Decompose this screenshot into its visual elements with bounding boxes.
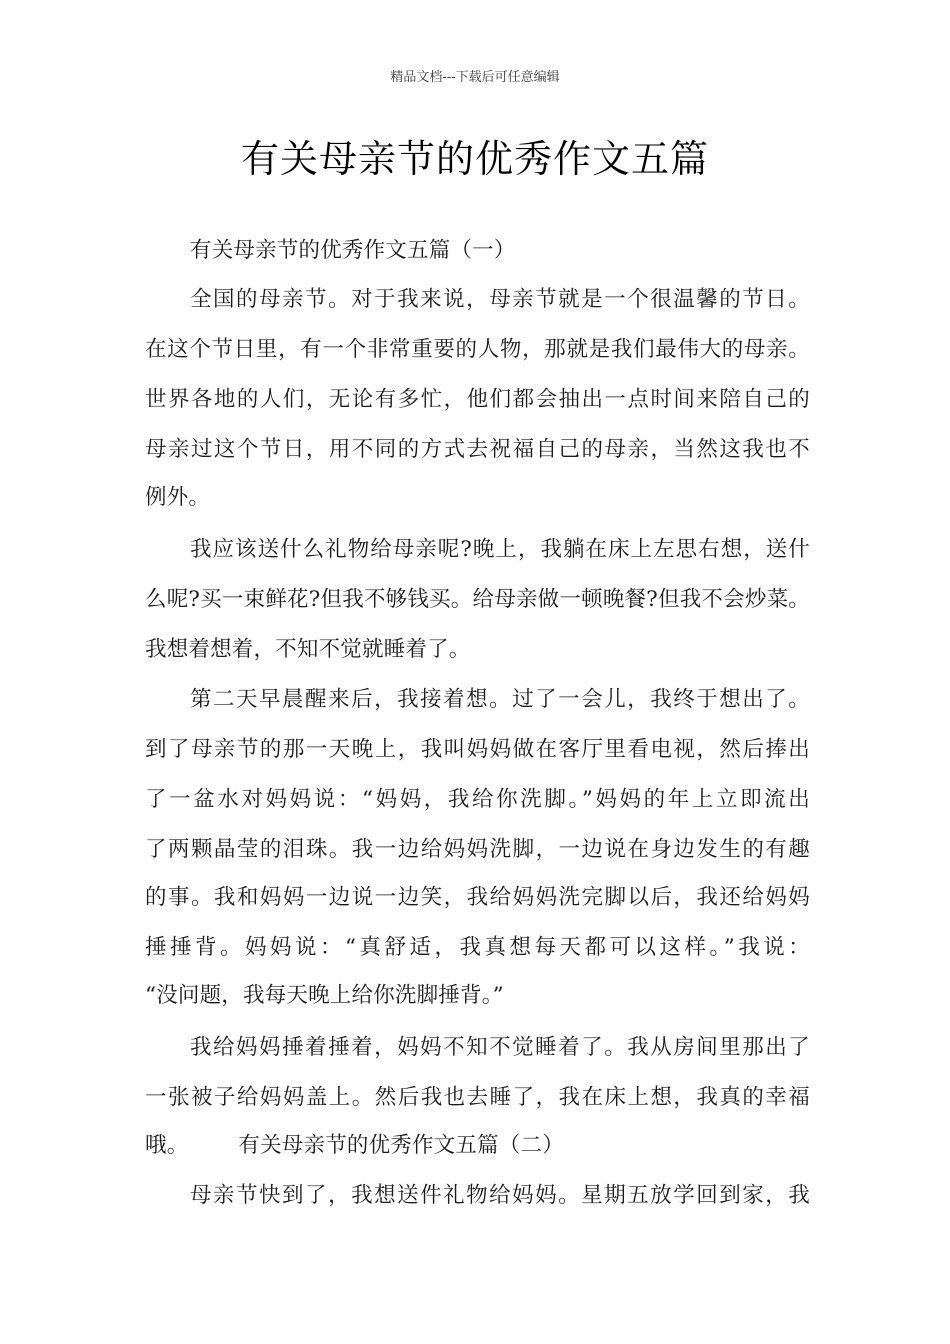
paragraph-line: 一张被子给妈妈盖上。然后我也去睡了，我在床上想，我真的幸福: [145, 1085, 810, 1110]
paragraph-line: 在这个节日里，有一个非常重要的人物，那就是我们最伟大的母亲。: [145, 337, 810, 362]
paragraph-line: 母亲过这个节日，用不同的方式去祝福自己的母亲，当然这我也不: [145, 437, 810, 462]
paragraph-line: 我想着想着，不知不觉就睡着了。: [145, 637, 471, 662]
paragraph-line: 么呢?买一束鲜花?但我不够钱买。给母亲做一顿晚餐?但我不会炒菜。: [145, 587, 810, 612]
paragraph-line: 我应该送什么礼物给母亲呢?晚上，我躺在床上左思右想，送什: [190, 537, 810, 562]
page-header: 精品文档---下载后可任意编辑: [390, 70, 560, 85]
paragraph-line: [145, 1131, 810, 1161]
paragraph-line: 了两颗晶莹的泪珠。我一边给妈妈洗脚，一边说在身边发生的有趣: [145, 837, 810, 862]
section-heading-1: 有关母亲节的优秀作文五篇（一）: [190, 238, 516, 263]
paragraph-line: 的事。我和妈妈一边说一边笑，我给妈妈洗完脚以后，我还给妈妈: [145, 885, 810, 910]
paragraph-end: 哦。: [145, 1133, 189, 1158]
document-title: 有关母亲节的优秀作文五篇: [240, 137, 709, 181]
section-heading-2: 有关母亲节的优秀作文五篇（二）: [238, 1133, 564, 1158]
paragraph-line: 我给妈妈捶着捶着，妈妈不知不觉睡着了。我从房间里那出了: [190, 1035, 810, 1060]
paragraph-line: 例外。: [145, 485, 211, 510]
paragraph-line: 第二天早晨醒来后，我接着想。过了一会儿，我终于想出了。: [190, 687, 810, 712]
paragraph-line: 母亲节快到了，我想送件礼物给妈妈。星期五放学回到家，我: [190, 1183, 810, 1208]
paragraph-line: 了一盆水对妈妈说：“妈妈，我给你洗脚。”妈妈的年上立即流出: [145, 787, 810, 812]
paragraph-line: “没问题，我每天晚上给你洗脚捶背。”: [145, 983, 504, 1008]
paragraph-line: 世界各地的人们，无论有多忙，他们都会抽出一点时间来陪自己的: [145, 387, 810, 412]
paragraph-line: 捶捶背。妈妈说：“真舒适，我真想每天都可以这样。”我说：: [145, 935, 810, 960]
paragraph-line: 到了母亲节的那一天晚上，我叫妈妈做在客厅里看电视，然后捧出: [145, 737, 810, 762]
paragraph-line: 全国的母亲节。对于我来说，母亲节就是一个很温馨的节日。: [190, 287, 810, 312]
